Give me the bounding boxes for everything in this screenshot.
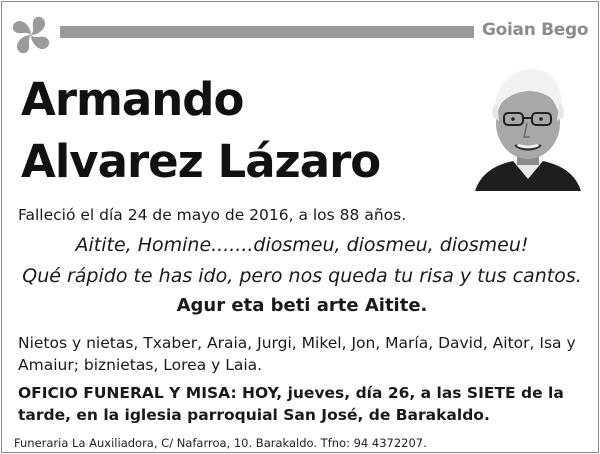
obituary-card	[1, 1, 599, 453]
ceremony-details: OFICIO FUNERAL Y MISA: HOY, jueves, día 26, a las SIETE de la tarde, en la iglesia parroquial San José, de Barakaldo.	[18, 384, 564, 424]
farewell-motto: Agur eta beti arte Aitite.	[176, 295, 428, 316]
deceased-first-name: Armando	[21, 73, 244, 126]
death-notice: Falleció el día 24 de mayo de 2016, a los 88 años.	[18, 206, 407, 224]
quote-line-1: Aitite, Homine.......diosmeu, diosmeu, diosmeu!	[75, 234, 529, 256]
quote-line-2: Qué rápido te has ido, pero nos queda tu risa y tus cantos.	[22, 265, 582, 287]
brand-label: Goian Bego	[482, 20, 589, 40]
portrait-photo	[473, 61, 583, 191]
header-bar	[60, 26, 474, 38]
funeral-home-info: Funeraria La Auxiliadora, C/ Nafarroa, 10. Barakaldo. Tfno: 94 4372207.	[14, 436, 427, 450]
deceased-surnames: Alvarez Lázaro	[21, 135, 381, 188]
family-list: Nietos y nietas, Txaber, Araia, Jurgi, Mikel, Jon, María, David, Aitor, Isa y Amaiur; biznietas, Lorea y Laia.	[18, 334, 576, 374]
lauburu-icon	[8, 12, 54, 58]
